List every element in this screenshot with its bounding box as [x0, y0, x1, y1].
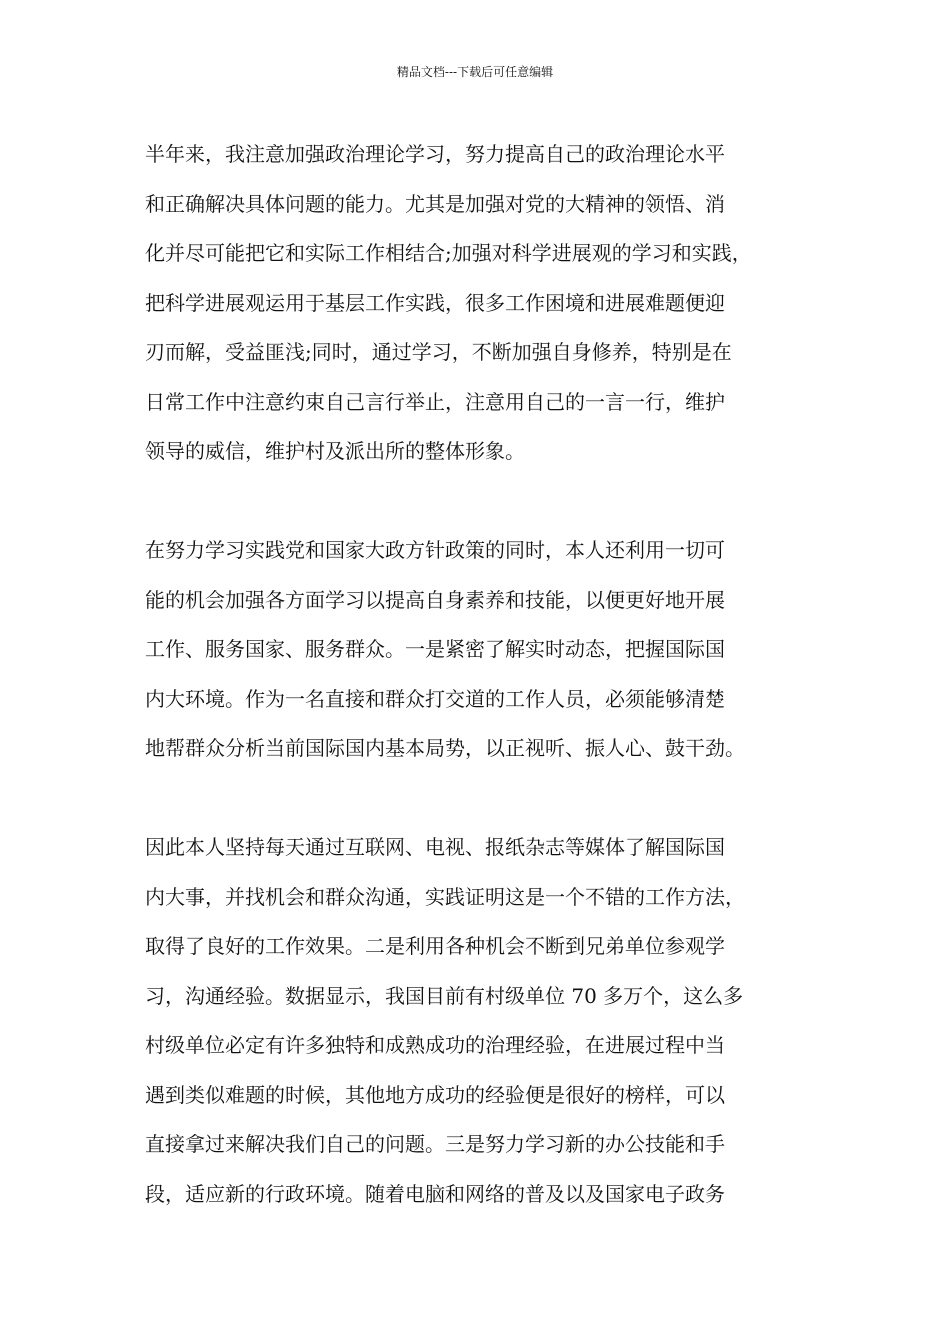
text-line: 取得了良好的工作效果。二是利用各种机会不断到兄弟单位参观学 — [145, 934, 725, 958]
text-line: 内大环境。作为一名直接和群众打交道的工作人员，必须能够清楚 — [145, 686, 725, 711]
paragraph-2 — [145, 526, 835, 774]
paragraph-3 — [145, 823, 835, 1219]
text-line: 遇到类似难题的时候，其他地方成功的经验便是很好的榜样，可以 — [145, 1082, 725, 1107]
text-line: 领导的威信，维护村及派出所的整体形象。 — [145, 439, 525, 463]
paragraph-spacer — [145, 774, 835, 824]
paragraph-spacer — [145, 477, 835, 527]
text-line: 习，沟通经验。数据显示，我国目前有村级单位 70 多万个，这么多 — [145, 983, 744, 1008]
text-line: 能的机会加强各方面学习以提高自身素养和技能，以便更好地开展 — [145, 587, 725, 612]
text-line: 段，适应新的行政环境。随着电脑和网络的普及以及国家电子政务 — [145, 1181, 725, 1206]
text-line: 把科学进展观运用于基层工作实践，很多工作困境和进展难题便迎 — [145, 290, 725, 315]
text-line: 和正确解决具体问题的能力。尤其是加强对党的大精神的领悟、消 — [145, 191, 725, 216]
text-line: 内大事，并找机会和群众沟通，实践证明这是一个不错的工作方法， — [145, 884, 745, 909]
document-body — [145, 130, 835, 1219]
text-line: 半年来，我注意加强政治理论学习，努力提高自己的政治理论水平 — [145, 142, 725, 166]
text-line: 刃而解，受益匪浅;同时，通过学习，不断加强自身修养，特别是在 — [145, 340, 732, 364]
paragraph-1 — [145, 130, 835, 477]
text-line: 村级单位必定有许多独特和成熟成功的治理经验，在进展过程中当 — [145, 1033, 725, 1057]
text-line: 日常工作中注意约束自己言行举止，注意用自己的一言一行，维护 — [145, 389, 725, 414]
text-line: 地帮群众分析当前国际国内基本局势，以正视听、振人心、鼓干劲。 — [145, 736, 745, 760]
text-line: 在努力学习实践党和国家大政方针政策的同时，本人还利用一切可 — [145, 538, 725, 562]
page-header: 精品文档---下载后可任意编辑 — [396, 65, 554, 79]
text-line: 工作、服务国家、服务群众。一是紧密了解实时动态，把握国际国 — [145, 637, 725, 661]
text-line: 化并尽可能把它和实际工作相结合;加强对科学进展观的学习和实践， — [145, 241, 752, 265]
text-line: 因此本人坚持每天通过互联网、电视、报纸杂志等媒体了解国际国 — [145, 835, 725, 859]
text-line: 直接拿过来解决我们自己的问题。三是努力学习新的办公技能和手 — [145, 1132, 725, 1156]
